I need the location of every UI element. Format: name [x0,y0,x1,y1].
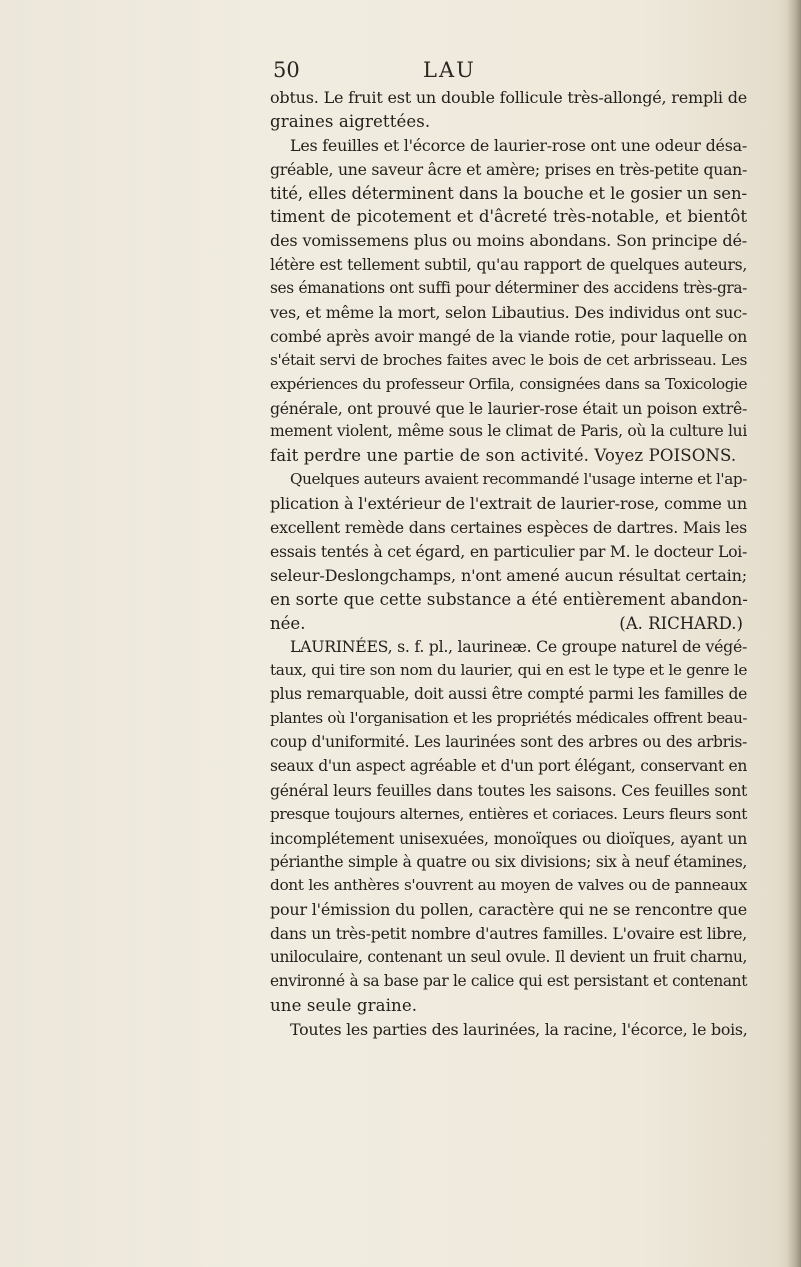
page-number: 50 [273,58,300,82]
text-line: ves, et même la mort, selon Libautius. Des individus ont suc- [270,303,747,323]
body-text [270,86,747,1042]
text-line: dans un très-petit nombre d'autres familles. L'ovaire est libre, [270,924,747,944]
text-line: née. (A. RICHARD.) [270,613,743,633]
text-line: des vomissemens plus ou moins abondans. Son principe dé- [270,231,747,251]
text-line: plication à l'extérieur de l'extrait de laurier-rose, comme un [270,494,747,514]
text-line: Quelques auteurs avaient recommandé l'usage interne et l'ap- [290,470,747,489]
text-line: coup d'uniformité. Les laurinées sont des arbres ou des arbris- [270,733,747,752]
running-head: LAU [423,58,476,82]
text-line: dont les anthères s'ouvrent au moyen de valves ou de panneaux [270,876,747,895]
text-line: incomplétement unisexuées, monoïques ou dioïques, ayant un [270,828,747,848]
text-line: uniloculaire, contenant un seul ovule. Il devient un fruit charnu, [270,948,747,967]
text-line: plus remarquable, doit aussi être compté parmi les familles de [270,685,747,704]
text-line: graines aigrettées. [270,111,431,131]
text-line: Les feuilles et l'écorce de laurier-rose ont une odeur désa- [290,135,747,155]
text-line: expériences du professeur Orfila, consignées dans sa Toxicologie [270,374,747,393]
text-line: obtus. Le fruit est un double follicule très-allongé, rempli de [270,88,747,107]
text-line: en sorte que cette substance a été entièrement abandon- [270,589,748,609]
text-line: Toutes les parties des laurinées, la racine, l'écorce, le bois, [290,1019,748,1039]
text-line: générale, ont prouvé que le laurier-rose était un poison extrê- [270,398,747,418]
text-line: excellent remède dans certaines espèces de dartres. Mais les [270,518,747,538]
text-line: gréable, une saveur âcre et amère; prises en très-petite quan- [270,159,747,179]
text-line: taux, qui tire son nom du laurier, qui en est le type et le genre le [270,661,747,680]
text-line: mement violent, même sous le climat de Paris, où la culture lui [270,422,747,441]
text-line: seaux d'un aspect agréable et d'un port élégant, conservant en [270,756,747,775]
text-line: pour l'émission du pollen, caractère qui ne se rencontre que [270,900,747,920]
text-line: essais tentés à cet égard, en particulier par M. le docteur Loi- [270,541,747,561]
text-line: létère est tellement subtil, qu'au rapport de quelques auteurs, [270,255,747,275]
text-line: seleur-Deslongchamps, n'ont amené aucun résultat certain; [270,565,747,585]
text-line: une seule graine. [270,995,418,1015]
text-line: périanthe simple à quatre ou six divisions; six à neuf étamines, [270,852,747,871]
text-line: plantes où l'organisation et les propriétés médicales offrent beau- [270,709,747,728]
text-line: environné à sa base par le calice qui est persistant et contenant [270,971,747,990]
text-line: LAURINÉES, s. f. pl., laurineæ. Ce groupe naturel de végé- [290,637,748,657]
text-line: timent de picotement et d'âcreté très-notable, et bientôt [270,207,747,227]
text-line: presque toujours alternes, entières et coriaces. Leurs fleurs sont [270,804,747,823]
page-edge-shadow [787,0,801,1267]
text-line: général leurs feuilles dans toutes les saisons. Ces feuilles sont [270,780,747,800]
text-line: tité, elles déterminent dans la bouche et le gosier un sen- [270,183,747,203]
text-line: s'était servi de broches faites avec le bois de cet arbrisseau. Les [270,350,747,369]
text-line: ses émanations ont suffi pour déterminer des accidens très-gra- [270,279,747,298]
page-header [273,58,743,88]
text-line: combé après avoir mangé de la viande rotie, pour laquelle on [270,326,747,346]
text-line: fait perdre une partie de son activité. Voyez POISONS. [270,446,737,466]
